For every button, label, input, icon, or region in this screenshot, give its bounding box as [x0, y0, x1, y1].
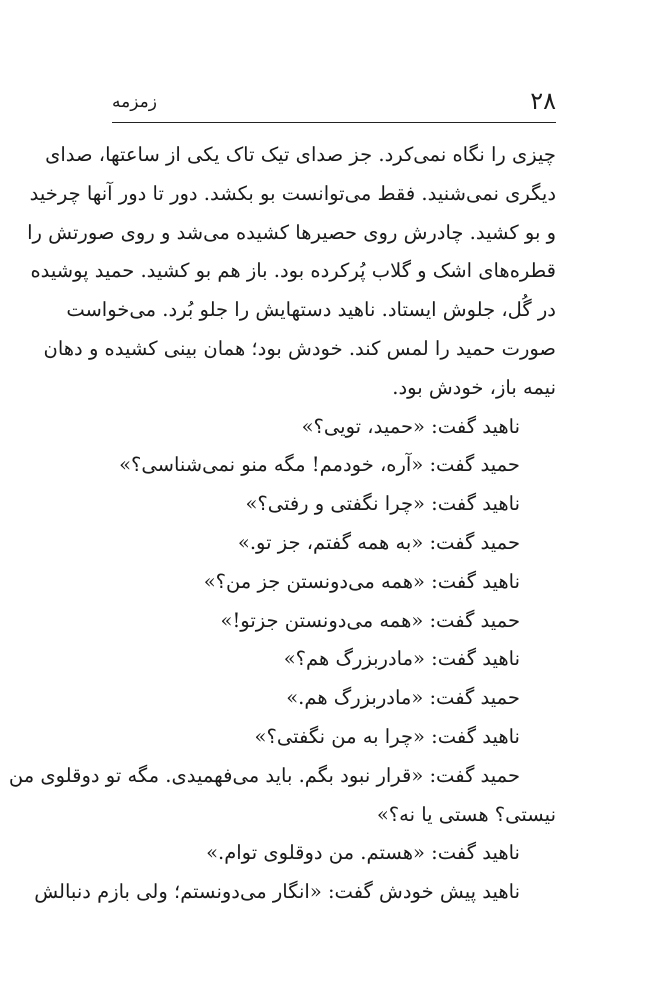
dialogue-line: ناهید گفت: «چرا به من نگفتی؟»: [254, 724, 520, 748]
dialogue-line: حمید گفت: «قرار نبود بگم. باید می‌فهمیدی. مگه تو دوقلوی من: [8, 763, 520, 787]
dialogue-line: ناهید گفت: «حمید، تویی؟»: [301, 414, 520, 438]
body-text: [8, 136, 556, 912]
text-line: دیگری نمی‌شنید. فقط می‌توانست بو بکشد. دور تا دور آنها چرخید: [29, 181, 556, 205]
text-line: و بو کشید. چادرش روی حصیرها کشیده می‌شد و روی صورتش را: [27, 220, 556, 244]
running-title: زمزمه: [112, 92, 157, 112]
dialogue-line: ناهید گفت: «چرا نگفتی و رفتی؟»: [245, 492, 520, 516]
text-line: چیزی را نگاه نمی‌کرد. جز صدای تیک تاک یکی از ساعتها، صدای: [45, 143, 556, 166]
dialogue-line: ناهید گفت: «مادربزرگ هم؟»: [283, 647, 520, 671]
text-line: قطره‌های اشک و گلاب پُرکرده بود. باز هم بو کشید. حمید پوشیده: [30, 259, 556, 283]
text-line: صورت حمید را لمس کند. خودش بود؛ همان بینی کشیده و دهان: [43, 336, 556, 360]
header-rule: [112, 122, 556, 123]
dialogue-line: حمید گفت: «همه می‌دونستن جزتو!»: [220, 608, 520, 632]
dialogue-line: ناهید گفت: «همه می‌دونستن جز من؟»: [203, 569, 520, 593]
dialogue-line: ناهید پیش خودش گفت: «انگار می‌دونستم؛ ولی بازم دنبالش: [34, 880, 520, 904]
text-line: در گُل، جلوش ایستاد. ناهید دستهایش را جلو بُرد. می‌خواست: [66, 298, 556, 322]
dialogue-line: ناهید گفت: «هستم. من دوقلوی توام.»: [206, 841, 520, 865]
dialogue-line: حمید گفت: «مادربزرگ هم.»: [286, 686, 520, 710]
page-header: [112, 86, 556, 122]
text-line: نیستی؟ هستی یا نه؟»: [376, 802, 556, 826]
page-number: ۲۸: [530, 87, 556, 115]
dialogue-line: حمید گفت: «به همه گفتم، جز تو.»: [237, 530, 520, 554]
text-line: نیمه باز، خودش بود.: [392, 375, 556, 399]
dialogue-line: حمید گفت: «آره، خودمم! مگه منو نمی‌شناسی؟»: [119, 453, 520, 477]
